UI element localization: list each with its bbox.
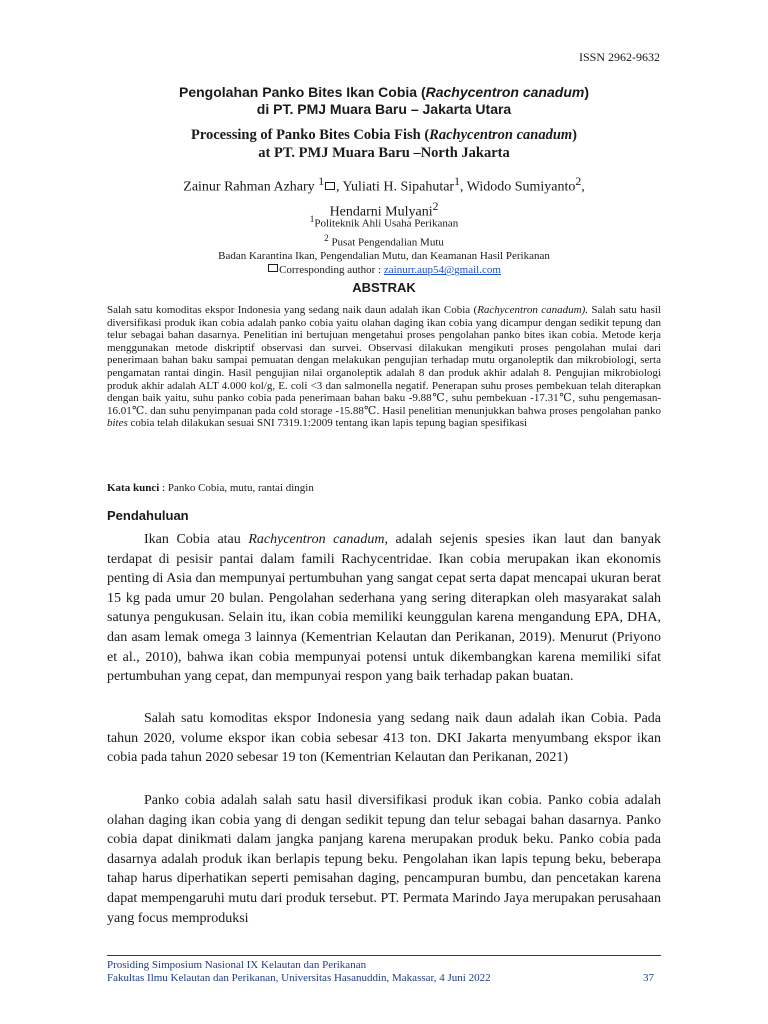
title-en-line1: Processing of Panko Bites Cobia Fish (Rachycentron canadum) [190,127,578,143]
paragraph-2: Salah satu komoditas ekspor Indonesia yang sedang naik daun adalah ikan Cobia. Pada tahun 2020, volume ekspor ikan cobia sebesar 413 ton. DKI Jakarta menyumbang ekspor ikan cobia pada tahun 2020 sebesar 19 ton (Kementrian Kelautan dan Perikanan, 2021) [107,711,661,766]
affiliation-1: $^1$Politeknik Ahli Usaha Perikanan [309,214,459,230]
paragraph-1: Ikan Cobia atau Rachycentron canadum, adalah sejenis spesies ikan laut dan banyak terdapat di pesisir pantai dalam famili Rachycentridae. Ikan cobia merupakan ikan ekonomis penting di Asia dan mempunyai pertumbuhan yang sangat cepat serta dapat mencapai ukuran berat 15 kg pada umur 20 bulan. Pengolahan sederhana yang sering diterapkan oleh masyarakat salah satunya pengukusan. Selain itu, ikan cobia memiliki keunggulan karena mengandung EPA, DHA, dan asam lemak omega 3 lainnya (Kementrian Kelautan dan Perikanan, 2019). Menurut (Priyono et al., 2010), bahwa ikan cobia mempunyai potensi untuk dikembangkan karena memiliki sifat pertumbuhan yang cepat, dan mempunyai respon yang baik terhadap pakan buatan. [107,532,661,685]
envelope-icon [325,182,335,190]
page-number: 37 [643,972,654,984]
footer-divider [107,955,661,956]
affiliation-3: Badan Karantina Ikan, Pengendalian Mutu, dan Keamanan Hasil Perikanan [218,250,550,263]
keywords: Kata kunci : Panko Cobia, mutu, rantai dingin [107,482,314,494]
corresponding-author: Corresponding author : zainurr.aup54@gmail.com [0,263,768,277]
envelope-icon [268,264,278,272]
abstract-heading: ABSTRAK [352,280,416,295]
abstract-text: Salah satu komoditas ekspor Indonesia yang sedang naik daun adalah ikan Cobia (Rachycentron canadum). Salah satu hasil diversifikasi produk ikan cobia adalah panko cobia yaitu olahan daging ikan cobia yang dicampur dengan sedikit tepung dan telur sebagai bahan dasarnya. Penelitian ini bertujuan mengetahui proses pengolahan panko bites ikan cobia. Metode kerja menggunakan metode diskriptif observasi dan survei. Observasi dilakukan mengikuti proses pengolahan mulai dari penerimaan bahan baku sampai pemuatan dengan melakukan pengujian terhadap mutu organoleptik dan mikrobiologi, serta pengamatan rantai dingin. Hasil pengujian nilai organoleptik adalah 8 dan produk akhir adalah 8. Pengujian mikrobiologi produk akhir adalah ALT 4.000 kol/g, E. coli <3 dan salmonella negatif. Penerapan suhu proses pembekuan telah diterapkan dengan baik yaitu, suhu panko cobia pada penerimaan bahan baku -9.88℃, suhu pembekuan -17.31℃, suhu pengemasan-16.01℃. dan suhu penyimpanan pada cold storage -15.88℃. Hasil penelitian menunjukkan bahwa proses pengolahan panko bites cobia telah dilakukan sesuai SNI 7319.1:2009 tentang ikan lapis tepung bagian spesifikasi [107,304,661,430]
title-en-line2: at PT. PMJ Muara Baru –North Jakarta [258,145,510,161]
issn-label: ISSN 2962-9632 [578,50,660,64]
author-list: Zainur Rahman Azhary $^1$ , Yuliati H. Sipahutar$^1$, Widodo Sumiyanto$^2$, Hendarni Mulyani$^2$ [183,175,585,220]
footer-proceedings: Prosiding Simposium Nasional IX Kelautan dan Perikanan [107,959,367,971]
affiliations [0,212,768,277]
affiliation-2: $^2$ Pusat Pengendalian Mutu [324,232,444,249]
section-heading-introduction: Pendahuluan [107,508,189,523]
title-id-line2: di PT. PMJ Muara Baru – Jakarta Utara [256,101,512,117]
title-indonesian [0,84,768,118]
title-english [0,126,768,162]
footer-faculty: Fakultas Ilmu Kelautan dan Perikanan, Universitas Hasanuddin, Makassar, 4 Juni 2022 [107,972,491,984]
paragraph-3: Panko cobia adalah salah satu hasil diversifikasi produk ikan cobia. Panko cobia adalah olahan daging ikan cobia yang di dengan sedikit tepung dan telur sebagai bahan dasarnya. Panko cobia dapat dinikmati dalam jangka panjang karena merupakan produk beku. Panko cobia pada dasarnya adalah produk ikan berlapis tepung beku. Pengolahan ikan lapis tepung beku, beberapa tahap harus diperhatikan seperti pemisahan daging, pencampuran bumbu, dan pencetakan karena dapat mempengaruhi mutu dari produk tersebut. PT. Permata Marindo Jaya merupakan perusahaan yang focus memproduksi [107,793,661,926]
email-link[interactable]: zainurr.aup54@gmail.com [383,264,501,277]
title-id-line1: Pengolahan Panko Bites Ikan Cobia (Rachycentron canadum) [179,84,589,100]
